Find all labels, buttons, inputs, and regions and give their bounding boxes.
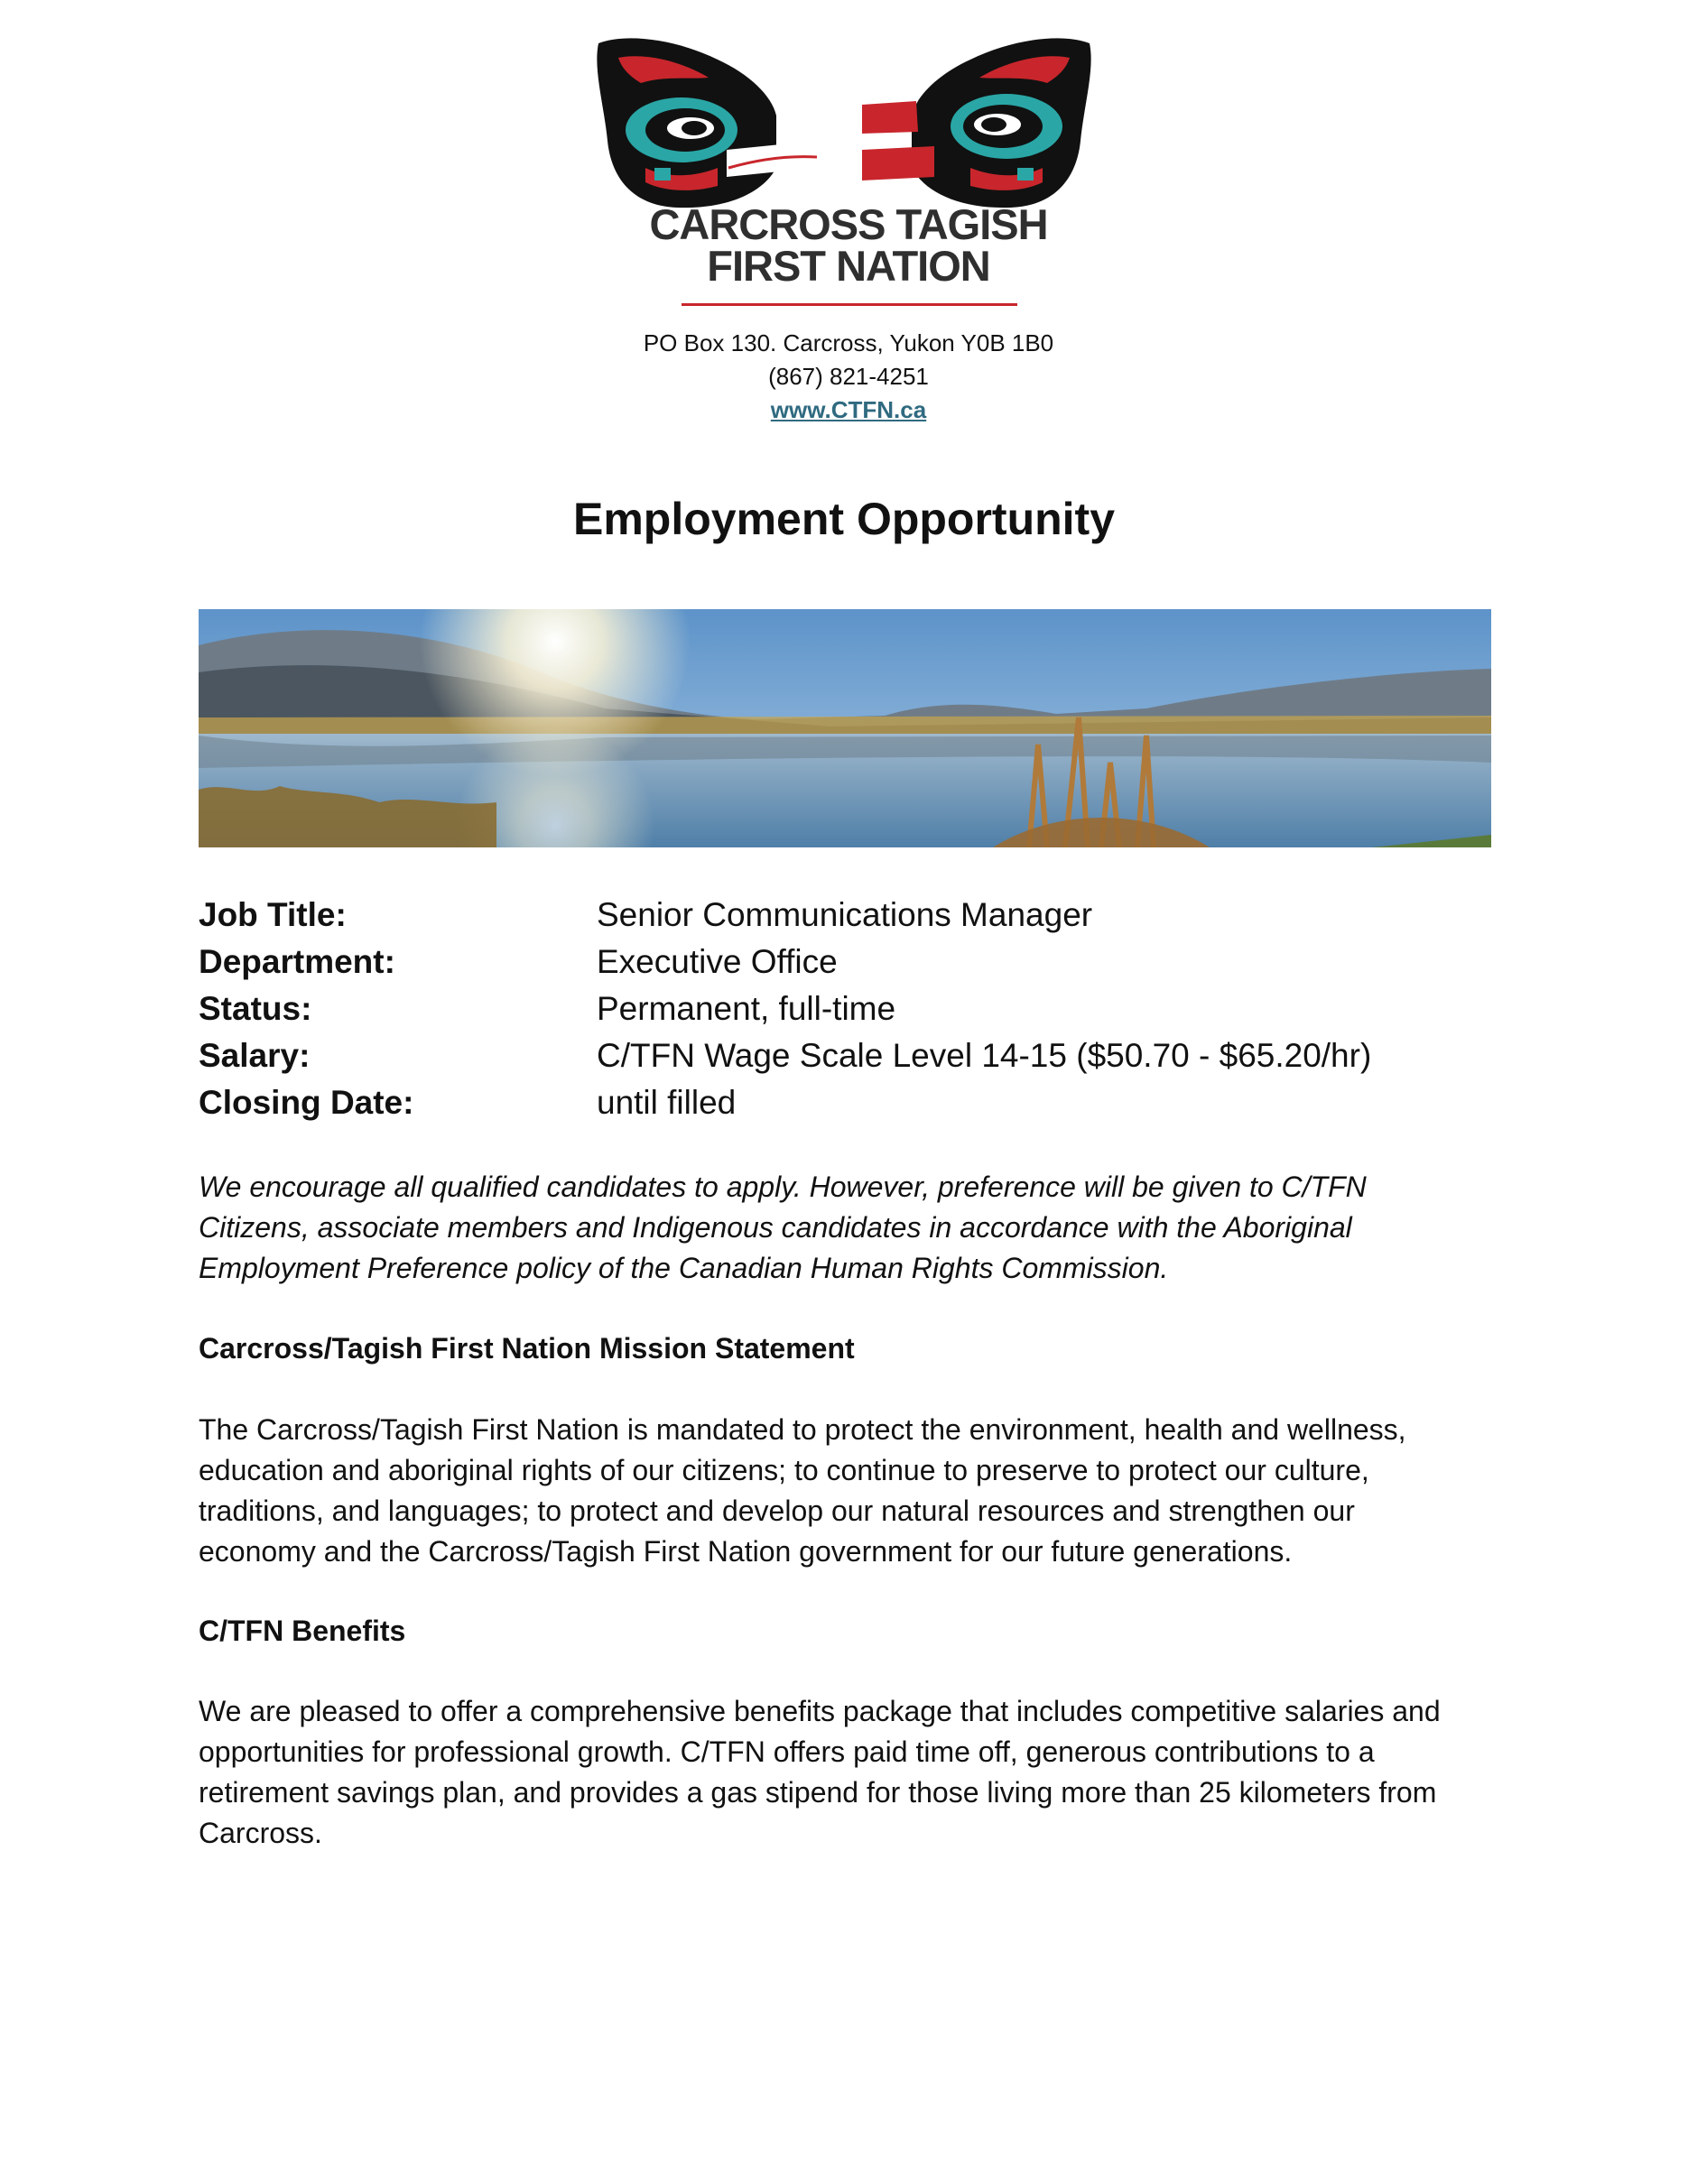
- department-value: Executive Office: [597, 943, 838, 980]
- benefits-line: opportunities for professional growth. C/TFN offers paid time off, generous contributions to a: [199, 1735, 1375, 1768]
- benefits-line: Carcross.: [199, 1817, 322, 1849]
- detail-row-department: [199, 939, 1498, 986]
- preference-line: We encourage all qualified candidates to apply. However, preference will be given to C/TFN: [199, 1171, 1367, 1203]
- mission-line: The Carcross/Tagish First Nation is mandated to protect the environment, health and wellness,: [199, 1413, 1406, 1446]
- organization-name-line1: CARCROSS TAGISH: [649, 200, 1048, 248]
- benefits-line: We are pleased to offer a comprehensive benefits package that includes competitive salaries and: [199, 1695, 1441, 1727]
- detail-row-closing-date: [199, 1079, 1498, 1126]
- department-label: Department:: [199, 943, 395, 980]
- detail-row-status: [199, 986, 1498, 1032]
- ctfn-logo-icon: [591, 32, 1097, 213]
- website-link[interactable]: www.CTFN.ca: [770, 396, 927, 423]
- benefits-line: retirement savings plan, and provides a gas stipend for those living more than 25 kilometers from: [199, 1776, 1437, 1809]
- contact-address: PO Box 130. Carcross, Yukon Y0B 1B0: [643, 329, 1054, 356]
- preference-line: Citizens, associate members and Indigenous candidates in accordance with the Aboriginal: [199, 1211, 1352, 1244]
- mission-heading: Carcross/Tagish First Nation Mission Statement: [199, 1332, 855, 1365]
- closing-date-value: until filled: [597, 1084, 737, 1121]
- mission-line: traditions, and languages; to protect and develop our natural resources and strengthen our: [199, 1495, 1355, 1527]
- job-title-label: Job Title:: [199, 896, 347, 933]
- organization-name-line2: FIRST NATION: [707, 242, 990, 290]
- detail-row-job-title: [199, 892, 1498, 939]
- closing-date-label: Closing Date:: [199, 1084, 414, 1121]
- preference-line: Employment Preference policy of the Canadian Human Rights Commission.: [199, 1252, 1169, 1284]
- salary-value: C/TFN Wage Scale Level 14-15 ($50.70 - $65.20/hr): [597, 1037, 1372, 1074]
- salary-label: Salary:: [199, 1037, 311, 1074]
- page-title: Employment Opportunity: [573, 494, 1115, 544]
- mission-line: education and aboriginal rights of our citizens; to continue to preserve to protect our culture,: [199, 1454, 1369, 1486]
- status-value: Permanent, full-time: [597, 990, 896, 1027]
- lake-landscape-banner: [199, 609, 1491, 847]
- status-label: Status:: [199, 990, 312, 1027]
- contact-phone: (867) 821-4251: [768, 363, 929, 390]
- job-title-value: Senior Communications Manager: [597, 896, 1093, 933]
- logo-left-head: [597, 38, 817, 208]
- benefits-heading: C/TFN Benefits: [199, 1615, 406, 1647]
- logo-right-head: [862, 38, 1091, 208]
- mission-line: economy and the Carcross/Tagish First Nation government for our future generations.: [199, 1535, 1293, 1568]
- mission-paragraph: [199, 1410, 1498, 1572]
- preference-statement: [199, 1167, 1498, 1289]
- letterhead-divider: [682, 303, 1017, 306]
- benefits-paragraph: [199, 1691, 1498, 1854]
- detail-row-salary: [199, 1032, 1498, 1079]
